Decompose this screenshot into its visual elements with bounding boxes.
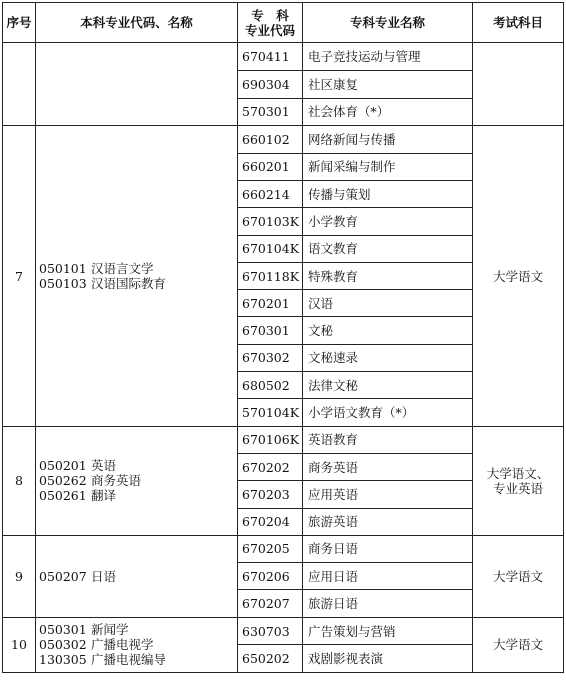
undergrad-major-name: 翻译: [91, 488, 117, 504]
junior-major-name: 小学教育: [303, 208, 473, 235]
header-junior-code-line1: 专 科: [251, 7, 289, 23]
junior-major-name: 英语教育: [303, 426, 473, 453]
junior-major-code: 670103K: [238, 208, 303, 235]
undergrad-major-name: 日语: [91, 568, 117, 584]
junior-major-code: 670301: [238, 317, 303, 344]
exam-subject: [473, 535, 564, 617]
undergrad-major-code: 050262: [39, 473, 87, 489]
junior-major-name: 小学语文教育（*）: [303, 399, 473, 426]
junior-major-name: 新闻采编与制作: [303, 153, 473, 180]
group-number: [3, 43, 36, 126]
junior-major-code: 670205: [238, 535, 303, 562]
undergrad-major-name: 英语: [91, 458, 117, 474]
junior-major-code: 670203: [238, 481, 303, 508]
undergrad-major-name: 汉语国际教育: [91, 276, 167, 292]
junior-major-code: 690304: [238, 70, 303, 98]
undergrad-major-name: 新闻学: [91, 622, 129, 638]
exam-subject: [473, 617, 564, 672]
undergrad-major-name: 汉语言文学: [91, 261, 154, 277]
junior-major-code: 660201: [238, 153, 303, 180]
header-junior-name: 专科专业名称: [303, 3, 473, 43]
undergrad-major-code: 050207: [39, 568, 87, 584]
junior-major-name: 广告策划与营销: [303, 617, 473, 645]
undergrad-major-code: 050201: [39, 458, 87, 474]
junior-major-name: 应用日语: [303, 563, 473, 590]
header-no: 序号: [3, 3, 36, 43]
junior-major-name: 旅游日语: [303, 590, 473, 617]
undergrad-major-item: [39, 569, 237, 584]
junior-major-name: 特殊教育: [303, 262, 473, 289]
group-number: 10: [3, 617, 36, 672]
junior-major-name: 应用英语: [303, 481, 473, 508]
junior-major-code: 670201: [238, 290, 303, 317]
exam-subject: [473, 43, 564, 126]
undergrad-major-name: 商务英语: [91, 473, 142, 489]
junior-major-code: 660214: [238, 180, 303, 207]
junior-major-code: 670206: [238, 563, 303, 590]
undergrad-major-code: 050103: [39, 276, 87, 292]
undergrad-majors: [36, 535, 238, 617]
exam-subject-line: 大学语文: [492, 637, 543, 653]
major-exam-table: [2, 2, 564, 673]
undergrad-majors: [36, 43, 238, 126]
exam-subject-line: 大学语文: [492, 268, 543, 284]
junior-major-name: 社区康复: [303, 70, 473, 98]
junior-major-code: 670104K: [238, 235, 303, 262]
header-junior-code: [238, 3, 303, 43]
junior-major-code: 650202: [238, 645, 303, 673]
junior-major-name: 商务日语: [303, 535, 473, 562]
junior-major-code: 670118K: [238, 262, 303, 289]
junior-major-code: 630703: [238, 617, 303, 645]
junior-major-code: 670202: [238, 453, 303, 480]
table-row: [3, 43, 564, 71]
table-row: [3, 126, 564, 153]
undergrad-major-item: [39, 488, 237, 503]
junior-major-name: 网络新闻与传播: [303, 126, 473, 153]
junior-major-code: 680502: [238, 372, 303, 399]
undergrad-majors: [36, 126, 238, 426]
undergrad-major-item: [39, 652, 237, 667]
undergrad-major-name: 广播电视编导: [91, 652, 167, 668]
junior-major-name: 语文教育: [303, 235, 473, 262]
header-exam-subject: 考试科目: [473, 3, 564, 43]
table-row: [3, 426, 564, 453]
header-row: [3, 3, 564, 43]
junior-major-code: 660102: [238, 126, 303, 153]
junior-major-code: 670411: [238, 43, 303, 71]
undergrad-major-item: [39, 637, 237, 652]
junior-major-code: 570301: [238, 98, 303, 126]
header-undergrad-major: 本科专业代码、名称: [36, 3, 238, 43]
exam-subject: [473, 126, 564, 426]
undergrad-major-item: [39, 276, 237, 291]
undergrad-major-code: 050101: [39, 261, 87, 277]
exam-subject-line: 专业英语: [492, 480, 543, 496]
group-number: 7: [3, 126, 36, 426]
undergrad-major-code: 050302: [39, 637, 87, 653]
undergrad-major-code: 050301: [39, 622, 87, 638]
undergrad-major-name: 广播电视学: [91, 637, 154, 653]
table-row: [3, 617, 564, 645]
junior-major-name: 汉语: [303, 290, 473, 317]
undergrad-majors: [36, 617, 238, 672]
junior-major-code: 570104K: [238, 399, 303, 426]
junior-major-code: 670204: [238, 508, 303, 535]
junior-major-name: 传播与策划: [303, 180, 473, 207]
undergrad-major-code: 050261: [39, 488, 87, 504]
group-number: 9: [3, 535, 36, 617]
junior-major-name: 商务英语: [303, 453, 473, 480]
undergrad-major-item: [39, 622, 237, 637]
junior-major-name: 文秘速录: [303, 344, 473, 371]
junior-major-name: 戏剧影视表演: [303, 645, 473, 673]
exam-subject: [473, 426, 564, 535]
table-row: [3, 535, 564, 562]
junior-major-name: 文秘: [303, 317, 473, 344]
undergrad-major-code: 130305: [39, 652, 87, 668]
junior-major-name: 旅游英语: [303, 508, 473, 535]
header-junior-code-line2: 专业代码: [244, 22, 295, 38]
undergrad-majors: [36, 426, 238, 535]
undergrad-major-item: [39, 473, 237, 488]
junior-major-name: 电子竞技运动与管理: [303, 43, 473, 71]
table-body: [3, 43, 564, 673]
undergrad-major-item: [39, 261, 237, 276]
junior-major-code: 670106K: [238, 426, 303, 453]
junior-major-code: 670207: [238, 590, 303, 617]
junior-major-name: 法律文秘: [303, 372, 473, 399]
exam-subject-line: 大学语文、: [486, 465, 550, 481]
junior-major-code: 670302: [238, 344, 303, 371]
undergrad-major-item: [39, 458, 237, 473]
junior-major-name: 社会体育（*）: [303, 98, 473, 126]
exam-subject-line: 大学语文: [492, 568, 543, 584]
group-number: 8: [3, 426, 36, 535]
